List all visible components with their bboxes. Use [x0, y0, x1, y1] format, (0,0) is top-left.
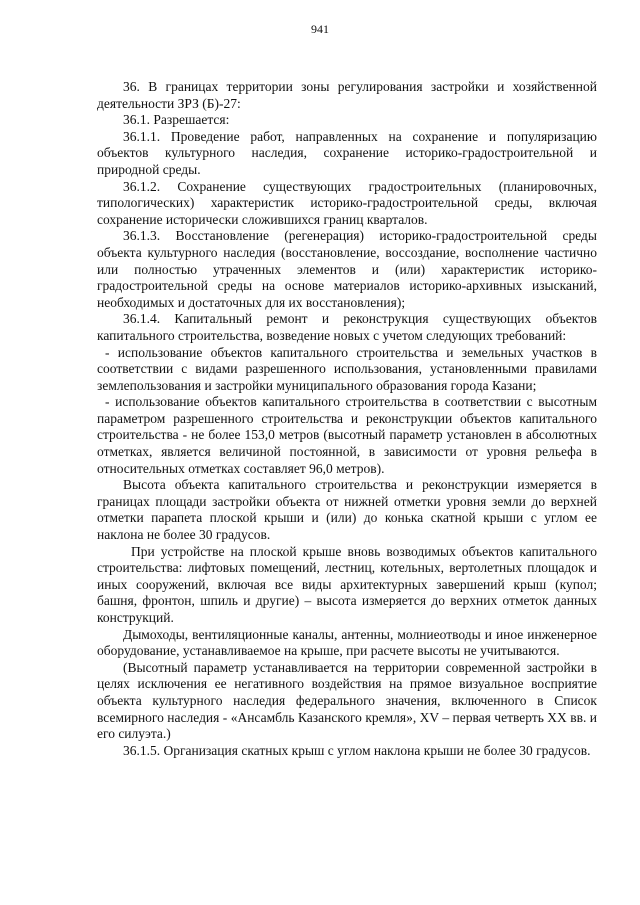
roof-structures-note: При устройстве на плоской крыше вновь возводимых объектов капитального строительства: лифтовых помещений, лестниц, котельных, вертолетных площадок и иных сооружений, включая все виды архитектурных завершений крыш (купол; башня, фронтон, шпиль и другие) – высота измеряется до верхних отметок данных конструкций. — [97, 543, 597, 625]
section-36-heading: 36. В границах территории зоны регулирования застройки и хозяйственной деятельности ЗРЗ (Б)-27: — [97, 79, 597, 111]
document-body — [97, 79, 597, 759]
height-parameter-explanation: (Высотный параметр устанавливается на территории современной застройки в целях исключения ее негативного воздействия на прямое визуальное восприятие объекта культурного наследия федерального значения, включенного в Список всемирного наследия - «Ансамбль Казанского кремля», XV – первая четверть XX вв. и его силуэта.) — [97, 659, 597, 742]
item-36-1-4: 36.1.4. Капитальный ремонт и реконструкция существующих объектов капитального строительства, возведение новых с учетом следующих требований: — [97, 311, 597, 343]
requirement-land-use: - использование объектов капитального строительства и земельных участков в соответствии с видами разрешенного использования, установленными правилами землепользования и застройки муниципального образования города Казани; — [97, 344, 597, 393]
engineering-equipment-note: Дымоходы, вентиляционные каналы, антенны, молниеотводы и иное инженерное оборудование, устанавливаемое на крыше, при расчете высоты не учитываются. — [97, 626, 597, 659]
item-36-1-1: 36.1.1. Проведение работ, направленных на сохранение и популяризацию объектов культурного наследия, сохранение историко-градостроительной и природной среды. — [97, 128, 597, 177]
item-36-1-2: 36.1.2. Сохранение существующих градостроительных (планировочных, типологических) характеристик историко-градостроительной среды, включая сохранение исторически сложившихся границ кварталов. — [97, 178, 597, 227]
requirement-height: - использование объектов капитального строительства в соответствии с высотным параметром разрешенного строительства и реконструкции объектов капитального строительства - не более 153,0 метров (высотный параметр установлен в абсолютных отметках, является величиной постоянной, в зависимости от уровня рельефа в относительных отметках составляет 96,0 метров). — [97, 394, 597, 476]
height-measurement-note: Высота объекта капитального строительства и реконструкции измеряется в границах площади застройки объекта от нижней отметки уровня земли до верхней отметки парапета плоской крыши и (или) до конька скатной крыши с углом ее наклона не более 30 градусов. — [97, 477, 597, 543]
item-36-1-5: 36.1.5. Организация скатных крыш с углом наклона крыши не более 30 градусов. — [123, 742, 591, 758]
item-36-1-3: 36.1.3. Восстановление (регенерация) историко-градостроительной среды объекта культурного наследия (восстановление, воссоздание, восполнение частично или полностью утраченных элементов и (или) характеристик историко-градостроительной среды на основе материалов историко-архивных изысканий, необходимых и достаточных для их восстановления); — [97, 228, 597, 310]
section-36-1-heading: 36.1. Разрешается: — [123, 112, 230, 128]
page-number: 941 — [311, 22, 329, 36]
